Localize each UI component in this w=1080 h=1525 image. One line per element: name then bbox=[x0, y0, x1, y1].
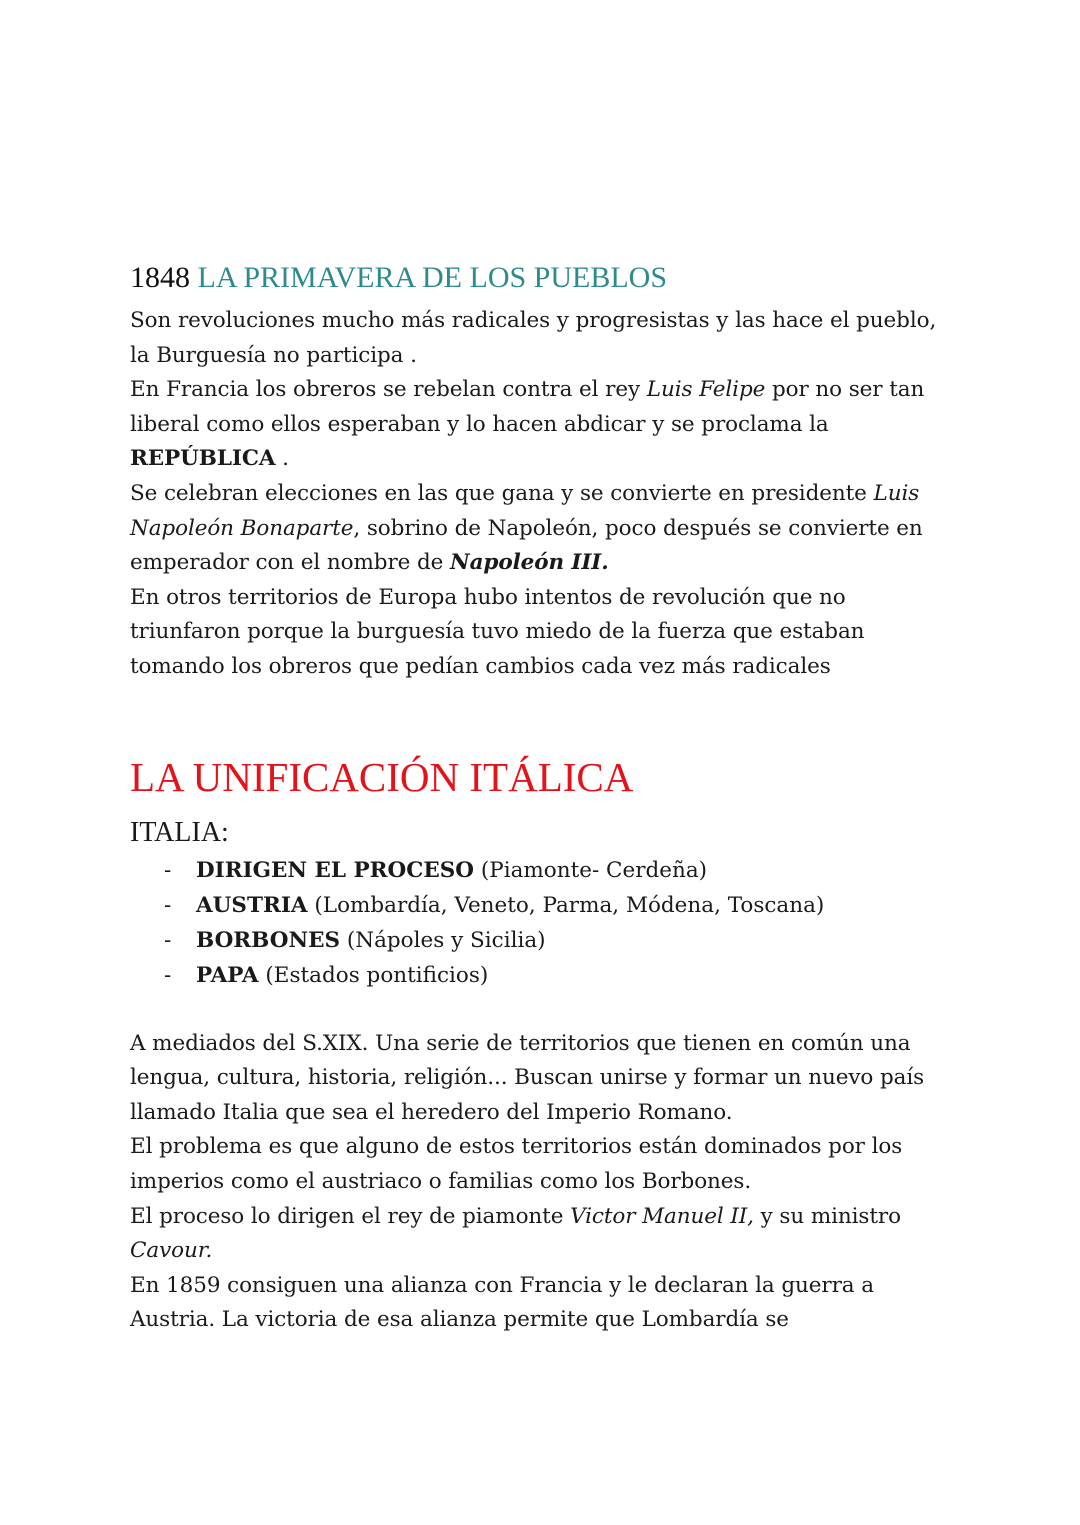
list-item-rest: (Lombardía, Veneto, Parma, Módena, Toscana) bbox=[307, 892, 825, 918]
dash-bullet: - bbox=[164, 927, 172, 953]
dash-bullet: - bbox=[164, 857, 172, 883]
name-cavour: Cavour. bbox=[130, 1238, 213, 1264]
text-run: Se celebran elecciones en las que gana y se convierte en presidente bbox=[130, 480, 874, 506]
paragraph-1859: En 1859 consiguen una alianza con Francia y le declaran la guerra a Austria. La victoria de esa alianza permite que Lombardía se bbox=[130, 1272, 874, 1333]
document-page bbox=[130, 258, 960, 1338]
section-unificacion-heading: LA UNIFICACIÓN ITÁLICA bbox=[130, 753, 634, 800]
text-run: por no ser tan liberal como ellos esperaban y lo hacen abdicar y se proclama la bbox=[130, 377, 925, 437]
term-republica: REPÚBLICA bbox=[130, 446, 276, 472]
dash-bullet: - bbox=[164, 962, 172, 988]
paragraph-elecciones bbox=[130, 477, 960, 581]
spacer bbox=[130, 685, 960, 749]
paragraph-proceso bbox=[130, 1200, 960, 1269]
list-item-bold: DIRIGEN EL PROCESO bbox=[196, 857, 475, 883]
list-item bbox=[164, 958, 960, 993]
paragraph-mediados: A mediados del S.XIX. Una serie de territorios que tienen en común una lengua, cultura, historia, religión... Buscan unirse y formar un nuevo país llamado Italia que sea el heredero del Imperio Romano. bbox=[130, 1030, 925, 1125]
list-item-rest: (Estados pontificios) bbox=[258, 962, 489, 988]
name-victor-manuel: Victor Manuel II, bbox=[570, 1203, 754, 1229]
list-item bbox=[164, 853, 960, 888]
name-napoleon-iii: Napoleón III. bbox=[450, 550, 609, 576]
text-run: y su ministro bbox=[753, 1203, 901, 1229]
list-item-bold: AUSTRIA bbox=[196, 892, 308, 918]
paragraph-problema: El problema es que alguno de estos territorios están dominados por los imperios como el austriaco o familias como los Borbones. bbox=[130, 1134, 903, 1194]
text-run: En Francia los obreros se rebelan contra el rey bbox=[130, 377, 647, 403]
paragraph-europa: En otros territorios de Europa hubo intentos de revolución que no triunfaron porque la burguesía tuvo miedo de la fuerza que estaban tomando los obreros que pedían cambios cada vez más radicales bbox=[130, 584, 865, 679]
dash-bullet: - bbox=[164, 892, 172, 918]
name-luis-napoleon: Luis Napoleón Bonaparte bbox=[130, 480, 920, 541]
list-item bbox=[164, 888, 960, 923]
list-item-bold: BORBONES bbox=[196, 927, 341, 953]
list-item-bold: PAPA bbox=[196, 962, 259, 988]
territories-list bbox=[130, 853, 960, 993]
paragraph-revoluciones: Son revoluciones mucho más radicales y progresistas y las hace el pueblo, la Burguesía no participa . bbox=[130, 308, 937, 368]
spacer bbox=[130, 993, 960, 1027]
list-item bbox=[164, 923, 960, 958]
heading-year: 1848 bbox=[130, 261, 190, 294]
text-run: . bbox=[275, 446, 289, 472]
text-run: , sobrino de Napoleón, poco después se convierte en emperador con el nombre de bbox=[130, 515, 923, 576]
heading-title: LA PRIMAVERA DE LOS PUEBLOS bbox=[197, 261, 668, 294]
list-item-rest: (Nápoles y Sicilia) bbox=[340, 927, 546, 953]
name-luis-felipe: Luis Felipe bbox=[646, 377, 766, 403]
list-item-rest: (Piamonte- Cerdeña) bbox=[474, 857, 708, 883]
paragraph-francia bbox=[130, 373, 960, 477]
section-1848-heading bbox=[130, 258, 960, 298]
text-run: El proceso lo dirigen el rey de piamonte bbox=[130, 1203, 571, 1229]
italia-label: ITALIA: bbox=[130, 816, 229, 848]
